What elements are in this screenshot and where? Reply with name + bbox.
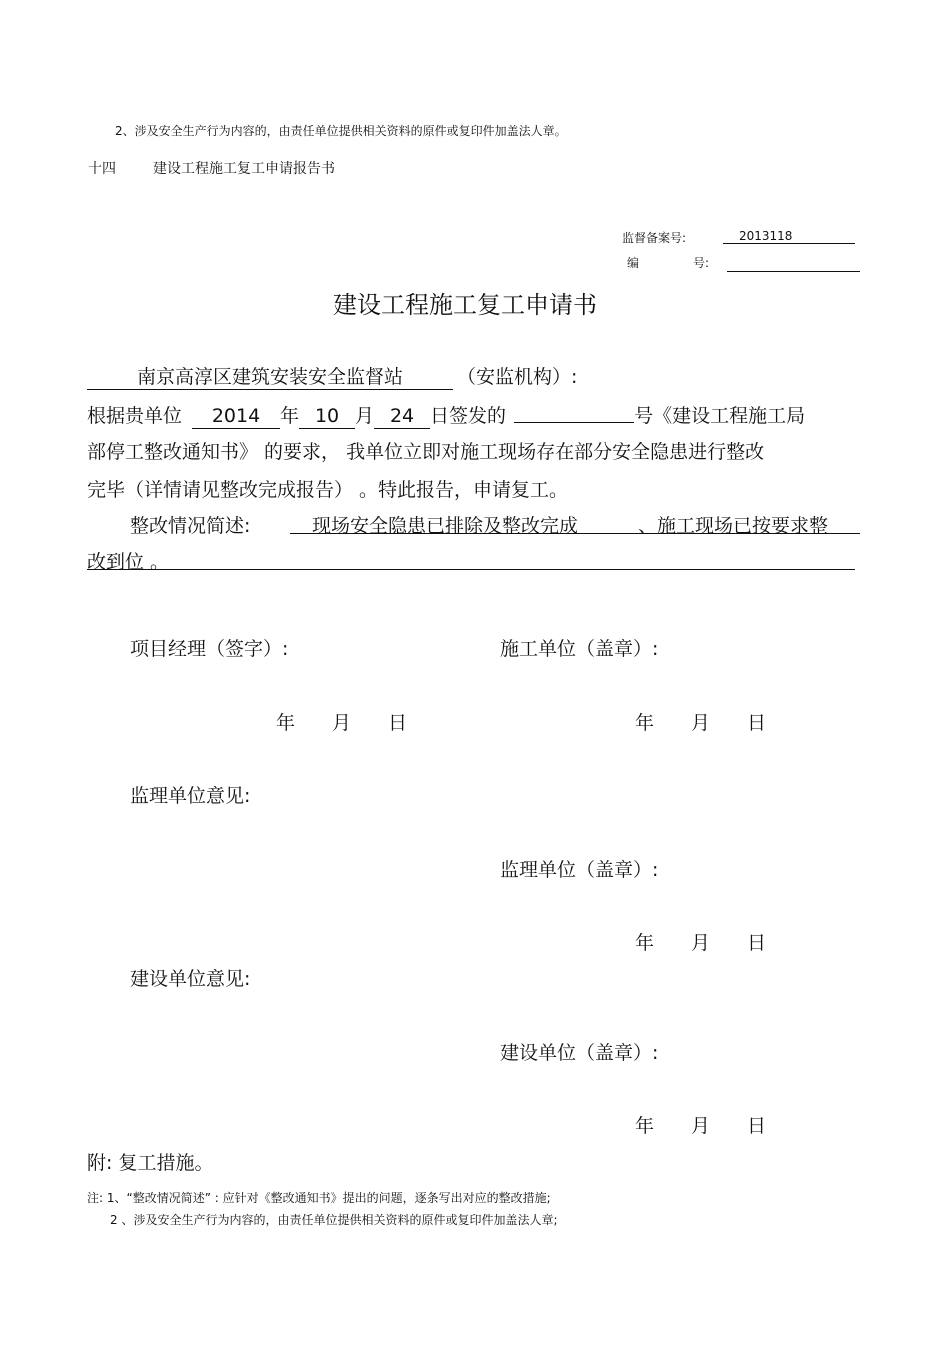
summary-text-2: 改到位 。 <box>87 551 170 573</box>
body-p1-a: 根据贵单位 <box>87 405 183 427</box>
addressee-suffix: （安监机构）: <box>457 366 578 388</box>
date-year: 年 <box>635 932 655 954</box>
contractor-date <box>635 708 766 735</box>
notice-year: 2014 <box>192 406 280 429</box>
section-number: 十四 <box>88 161 116 177</box>
supervision-seal-label: 监理单位（盖章）: <box>500 859 659 881</box>
owner-opinion-label: 建设单位意见: <box>130 968 251 990</box>
summary-label: 整改情况简述: <box>130 515 251 537</box>
notice-number <box>514 401 634 423</box>
owner-seal-label: 建设单位（盖章）: <box>500 1042 659 1064</box>
addressee-name: 南京高淳区建筑安装安全监督站 <box>87 367 453 390</box>
record-label: 监督备案号: <box>622 231 687 245</box>
section-title: 建设工程施工复工申请报告书 <box>153 161 335 177</box>
body-line-1 <box>87 401 805 429</box>
summary-text-1a: 现场安全隐患已排除及整改完成 <box>312 515 579 537</box>
date-month: 月 <box>332 712 352 734</box>
date-day: 日 <box>747 1115 767 1137</box>
date-month: 月 <box>691 932 711 954</box>
note-2: 2 、涉及安全生产行为内容的，由责任单位提供相关资料的原件或复印件加盖法人章; <box>110 1213 558 1227</box>
notice-year-unit: 年 <box>280 405 300 427</box>
record-value: 2013118 <box>723 229 855 244</box>
document-title: 建设工程施工复工申请书 <box>333 291 597 319</box>
addressee-line <box>87 362 577 390</box>
serial-value <box>727 254 860 272</box>
date-year: 年 <box>635 1115 655 1137</box>
note-1: 注: 1、“整改情况简述” : 应针对《整改通知书》提出的问题，逐条写出对应的整改措施; <box>87 1191 551 1205</box>
serial-label-first: 编 <box>627 256 640 270</box>
top-note: 2、涉及安全生产行为内容的，由责任单位提供相关资料的原件或复印件加盖法人章。 <box>115 124 567 138</box>
date-day: 日 <box>747 712 767 734</box>
serial-label-second: 号: <box>693 256 710 270</box>
owner-date <box>635 1111 766 1138</box>
pm-date <box>276 708 407 735</box>
date-month: 月 <box>691 712 711 734</box>
date-month: 月 <box>691 1115 711 1137</box>
body-p1-b: 日签发的 <box>430 405 507 427</box>
summary-text-1b: 、施工现场已按要求整 <box>638 515 829 537</box>
date-year: 年 <box>276 712 296 734</box>
attachment-line: 附: 复工措施。 <box>87 1152 214 1174</box>
notice-month-unit: 月 <box>355 405 375 427</box>
summary-underline-2 <box>87 569 855 570</box>
contractor-seal-label: 施工单位（盖章）: <box>500 638 659 660</box>
supervision-opinion-label: 监理单位意见: <box>130 785 251 807</box>
body-line-3: 完毕（详情请见整改完成报告） 。特此报告，申请复工。 <box>87 479 569 501</box>
project-manager-label: 项目经理（签字）: <box>130 638 289 660</box>
date-day: 日 <box>388 712 408 734</box>
date-year: 年 <box>635 712 655 734</box>
date-day: 日 <box>747 932 767 954</box>
notice-month: 10 <box>299 406 355 429</box>
body-p1-c: 号《建设工程施工局 <box>634 405 806 427</box>
supervision-date <box>635 928 766 955</box>
body-line-2: 部停工整改通知书》 的要求， 我单位立即对施工现场存在部分安全隐患进行整改 <box>87 441 765 463</box>
notice-day: 24 <box>374 406 430 429</box>
